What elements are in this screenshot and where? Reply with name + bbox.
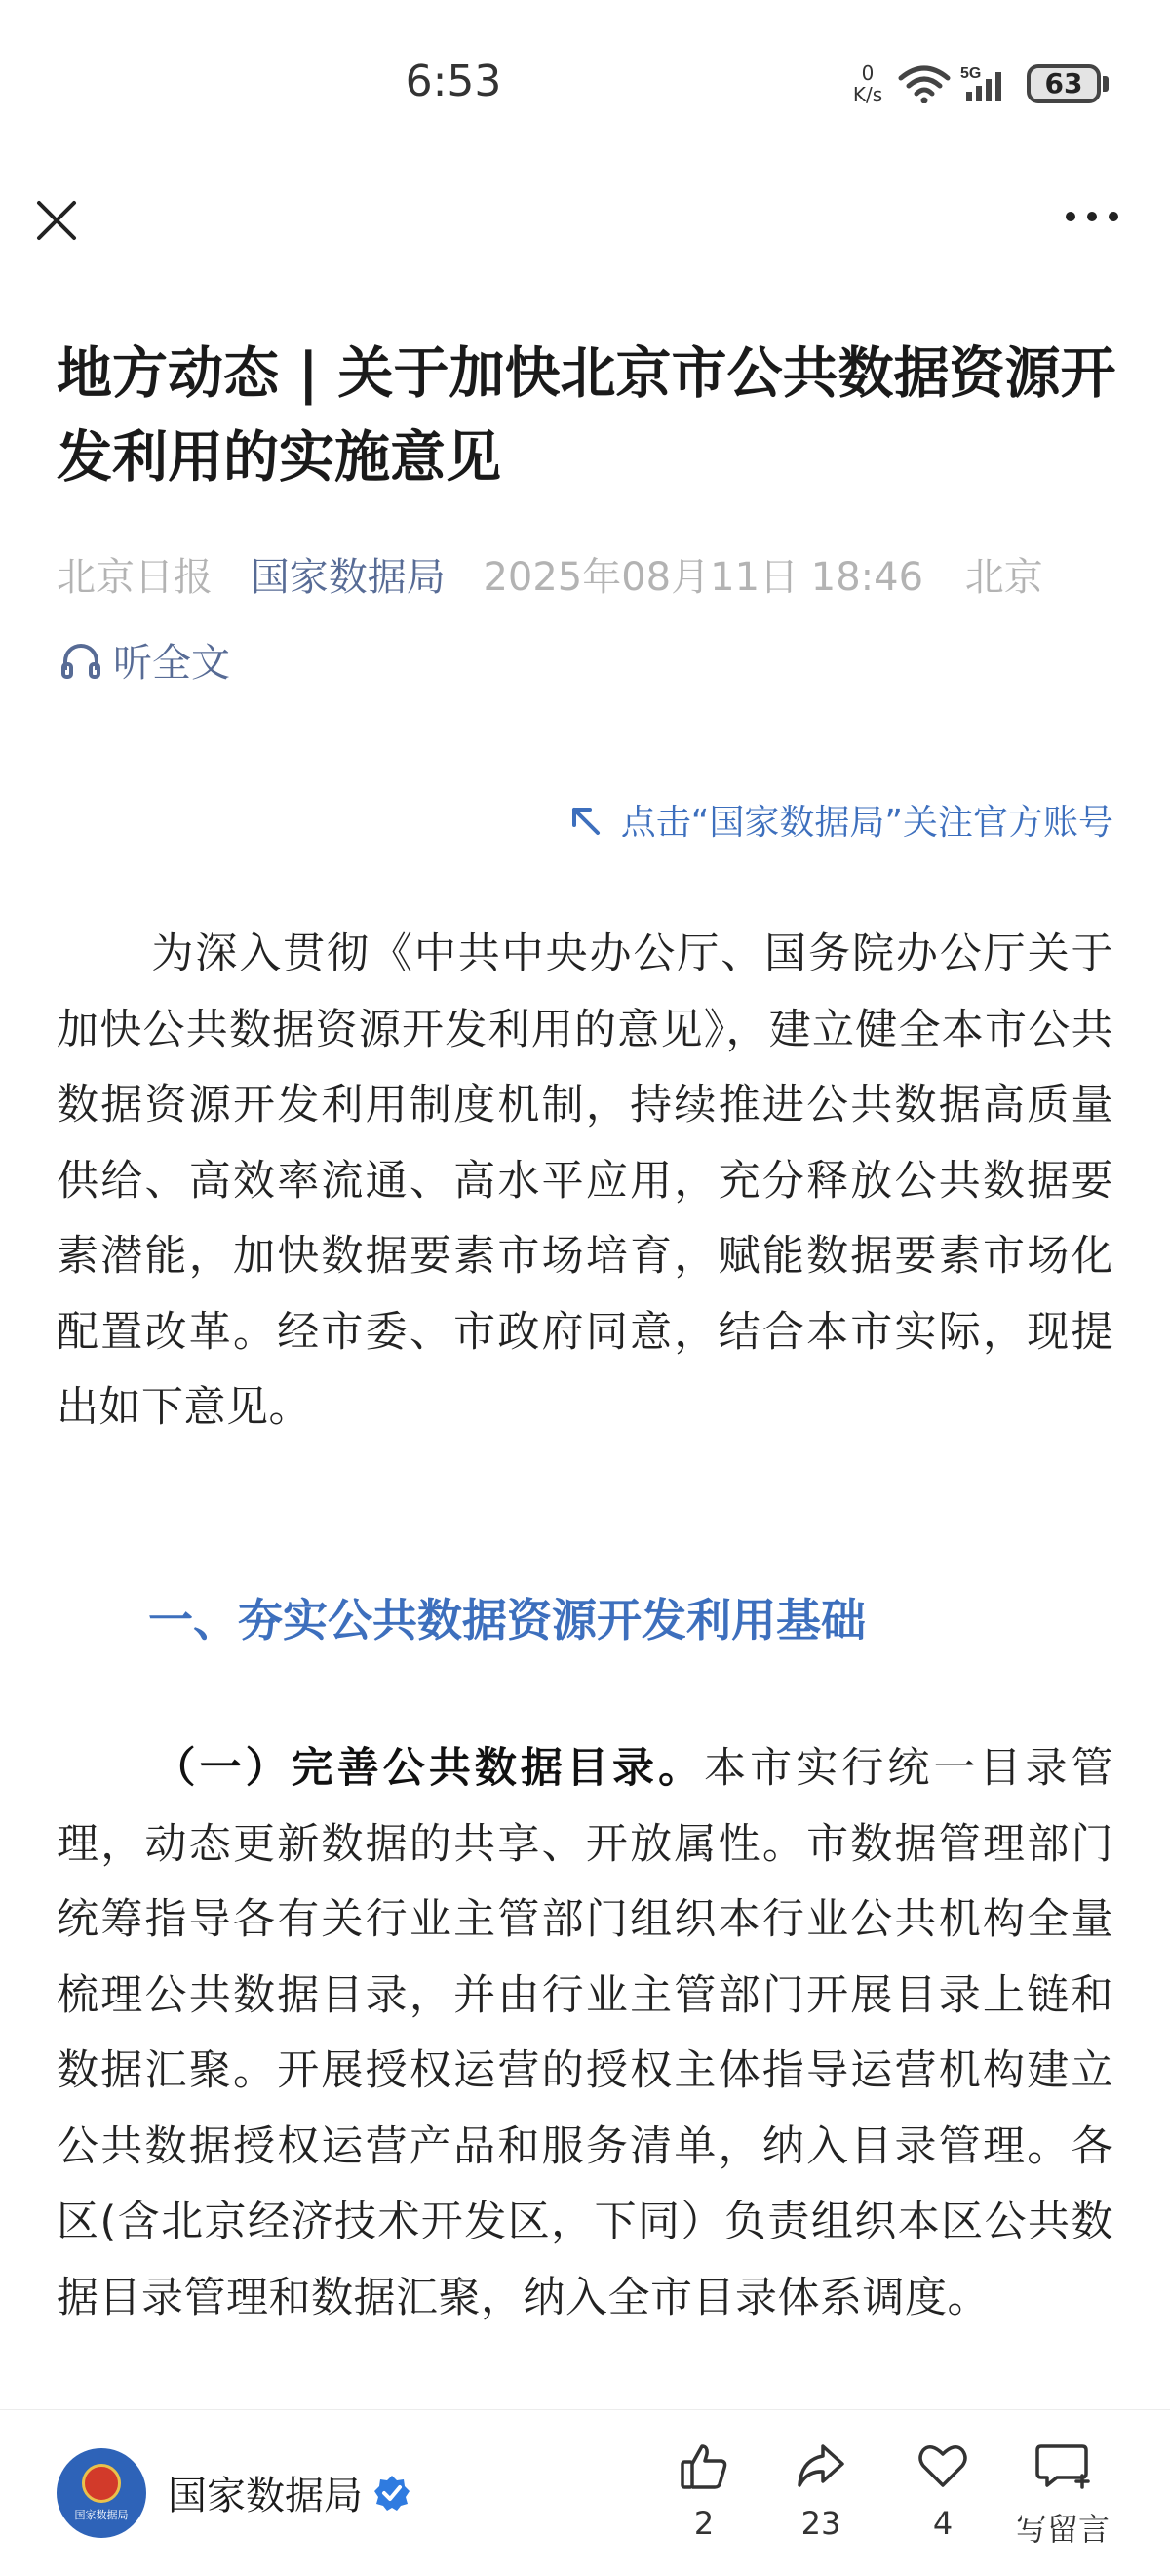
battery-indicator: 63 (1027, 64, 1101, 103)
like-count: 2 (693, 2505, 715, 2542)
article-datetime: 2025年08月11日 18:46 (483, 555, 924, 600)
net-speed-value: 0 (861, 61, 875, 85)
comment-label: 写留言 (1015, 2511, 1110, 2548)
verified-icon (372, 2474, 411, 2513)
like-button[interactable] (645, 2438, 762, 2542)
share-icon (794, 2438, 848, 2493)
section-heading-1: 一、夯实公共数据资源开发利用基础 (148, 1594, 866, 1646)
status-bar (0, 0, 1170, 166)
share-button[interactable] (762, 2438, 879, 2542)
article-title: 地方动态 | 关于加快北京市公共数据资源开发利用的实施意见 (57, 341, 1116, 490)
headphones-icon (60, 641, 101, 680)
paragraph-catalog (57, 1731, 1113, 2336)
share-count: 23 (800, 2505, 841, 2542)
paragraph-intro (57, 917, 1113, 1447)
account-avatar[interactable] (57, 2448, 146, 2538)
avatar-caption: 国家数据局 (74, 2509, 129, 2521)
listen-label: 听全文 (113, 641, 230, 686)
paragraph-catalog-body: 本市实行统一目录管理，动态更新数据的共享、开放属性。市数据管理部门统筹指导各有关行业主管部门组织本行业公共机构全量梳理公共数据目录，并由行业主管部门开展目录上链和数据汇聚。开展授权运营的授权主体指导运营机构建立公共数据授权运营产品和服务清单，纳入目录管理。各区(含北京经济技术开发区，下同）负责组织本区公共数据目录管理和数据汇聚，纳入全市目录体系调度。 (57, 1744, 1114, 2322)
arrow-up-left-icon (568, 804, 602, 837)
emblem-icon (82, 2464, 121, 2503)
follow-hint-text: 点击“国家数据局”关注官方账号 (620, 803, 1113, 843)
close-icon[interactable] (27, 191, 86, 250)
listen-button[interactable] (60, 632, 230, 688)
nav-bar (0, 166, 1170, 273)
article-source: 北京日报 (57, 555, 213, 600)
account-name[interactable]: 国家数据局 (168, 2474, 363, 2518)
paragraph-catalog-lead: （一）完善公共数据目录。 (150, 1744, 705, 1793)
article-meta (57, 546, 1129, 602)
signal-icon (960, 64, 1021, 103)
favorite-button[interactable] (884, 2438, 1001, 2542)
favorite-count: 4 (932, 2505, 954, 2542)
network-type: 5G (960, 65, 982, 82)
status-time: 6:53 (405, 57, 502, 106)
net-speed-unit: K/s (852, 83, 883, 106)
heart-icon (916, 2438, 970, 2493)
battery-tip (1103, 76, 1109, 92)
article-location: 北京 (964, 555, 1043, 600)
comment-icon (1034, 2438, 1092, 2493)
article-author-link[interactable]: 国家数据局 (250, 555, 446, 600)
net-speed (846, 62, 889, 105)
more-icon[interactable] (1063, 195, 1121, 238)
comment-button[interactable] (1004, 2438, 1121, 2550)
paragraph-intro-text: 为深入贯彻《中共中央办公厅、国务院办公厅关于加快公共数据资源开发利用的意见》，建立健全本市公共数据资源开发利用制度机制，持续推进公共数据高质量供给、高效率流通、高水平应用，充分释放公共数据要素潜能，加快数据要素市场培育，赋能数据要素市场化配置改革。经市委、市政府同意，结合本市实际，现提出如下意见。 (57, 930, 1113, 1432)
follow-hint-link[interactable] (568, 795, 1113, 845)
thumbs-up-icon (677, 2438, 731, 2493)
wifi-icon (897, 64, 952, 103)
